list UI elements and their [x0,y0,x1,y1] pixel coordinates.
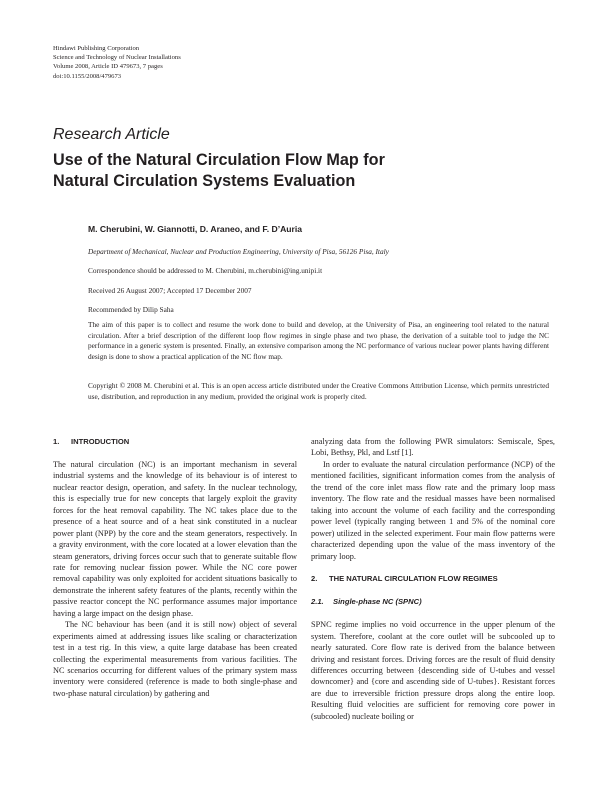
publication-info [53,44,181,81]
authors: M. Cherubini, W. Giannotti, D. Araneo, and F. D’Auria [88,224,303,234]
paper-title [53,150,523,191]
body-paragraph: analyzing data from the following PWR simulators: Semiscale, Spes, Lobi, Bethsy, Pkl, and Lstf [1]. [311,437,555,458]
article-type: Research Article [53,126,170,143]
section-number: 1. [53,437,60,446]
subsection-number: 2.1. [311,597,324,607]
section-title: INTRODUCTION [71,437,130,446]
section-heading [311,573,555,584]
title-line: Natural Circulation Systems Evaluation [53,171,356,190]
right-column [311,436,555,722]
left-column [53,436,297,699]
section-title: THE NATURAL CIRCULATION FLOW REGIMES [329,574,498,584]
section-number: 2. [311,574,318,584]
received-accepted-dates: Received 26 August 2007; Accepted 17 December 2007 [88,286,252,295]
title-line: Use of the Natural Circulation Flow Map for [53,151,385,169]
subsection-heading [311,596,555,607]
body-paragraph: SPNC regime implies no void occurrence in the upper plenum of the system. Therefore, coolant at the core outlet will be subcooled up to nearly saturated. Core flow rate is derived from the balance between driving and resistant forces. Driving forces are the result of fluid density differences occurring between {descending side of U-tubes and vessel downcomer} and {core and ascending side of U-tubes}. Resistant forces are due to irreversible friction pressure drops along the entire loop. Resulting fluid velocities are sufficient for removing core power in (subcooled) nucleate boiling or [311,620,555,721]
journal-name: Science and Technology of Nuclear Installations [53,54,181,62]
body-paragraph: In order to evaluate the natural circulation performance (NCP) of the mentioned facilities, significant information comes from the analysis of the trend of the core inlet mass flow rate and the primary loop mass inventory. The flow rate and the residual masses have been normalised taking into account the volume of each facility and the corresponding power level (typically ranging between 1 and 5% of the nominal core power) utilized in the selected experiment. Four main flow patterns were characterized depending upon the value of the mass inventory of the primary loop. [311,459,555,561]
volume-info: Volume 2008, Article ID 479673, 7 pages [53,63,163,71]
abstract: The aim of this paper is to collect and resume the work done to build and develop, at the University of Pisa, an engineering tool related to the natural circulation. After a brief description of the different loop flow regimes in single phase and two phase, the derivation of a suitable tool to judge the NC performance in a generic system is presented. Finally, an extensive comparison among the NC performance of various nuclear power plants having different design is done to show a practical application of the NC flow map. [88,320,549,361]
body-paragraph: The natural circulation (NC) is an important mechanism in several industrial systems and the knowledge of its behaviour is of interest to nuclear reactor design, operation, and safety. In the nuclear technology, this is especially true for new concepts that largely exploit the gravity forces for the heat removal capability. The NC takes place due to the presence of a heat source and of a heat sink constituted in a nuclear power plant (NPP) by the core and the steam generators, respectively. In a gravity environment, with the core located at a lower elevation than the steam generators, driving forces occur such that to generate suitable flow rate for removing nuclear fission power. While the NC core power removal capability was only exploited for accident situations basically to demonstrate the inherent safety features of the plants, recently within the passive reactor concept the NC performance assumes major importance having a large impact on the design phase. [53,459,297,618]
doi: doi:10.1155/2008/479673 [53,72,122,80]
publisher-name: Hindawi Publishing Corporation [53,45,140,52]
affiliation: Department of Mechanical, Nuclear and Production Engineering, University of Pisa, 56126 Pisa, Italy [88,247,389,256]
section-heading [53,436,297,447]
body-paragraph: The NC behaviour has been (and it is still now) object of several experiments aimed at addressing issues like scaling or characterization test in a test rig. In this view, a quite large database has been created collecting the experimental measurements from various facilities. The NC scenarios occurring for different values of the primary system mass inventory were considered (reference is made to both single-phase and two-phase natural circulation) by gathering and [53,620,297,698]
copyright-notice: Copyright © 2008 M. Cherubini et al. This is an open access article distributed under the Creative Commons Attribution License, which permits unrestricted use, distribution, and reproduction in any medium, provided the original work is properly cited. [88,381,549,401]
subsection-title: Single-phase NC (SPNC) [333,597,422,607]
correspondence: Correspondence should be addressed to M. Cherubini, m.cherubini@ing.unipi.it [88,266,323,275]
recommended-by: Recommended by Dilip Saha [88,305,174,314]
